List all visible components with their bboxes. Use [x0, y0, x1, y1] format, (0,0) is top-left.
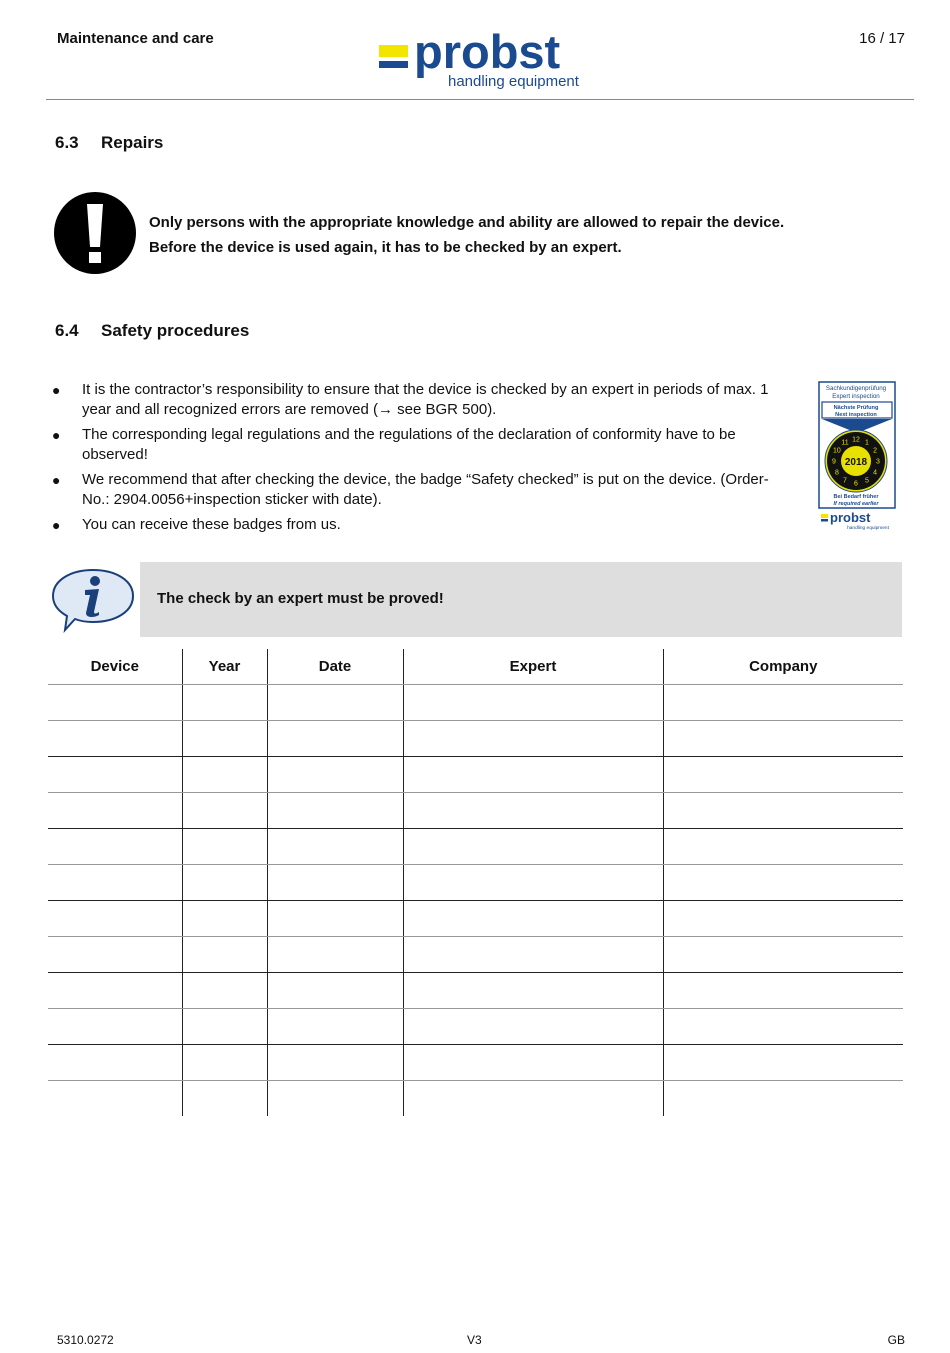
table-cell[interactable]: [663, 973, 903, 1009]
bullet-text: The corresponding legal regulations and the regulations of the declaration of conformity have to be observed!: [82, 426, 736, 463]
table-cell[interactable]: [403, 901, 663, 937]
bullet-text: We recommend that after checking the device, the badge “Safety checked” is put on the device. (Order-No.: 2904.0056+inspection sticker with date).: [82, 471, 769, 508]
document-number: 5310.0272: [57, 1333, 114, 1347]
badge-month-number: 8: [834, 469, 839, 477]
table-header-row: [48, 649, 903, 685]
table-cell[interactable]: [267, 901, 403, 937]
repairs-line: Only persons with the appropriate knowledge and ability are allowed to repair the device.: [149, 214, 785, 231]
table-cell[interactable]: [403, 1045, 663, 1081]
table-cell[interactable]: [48, 1081, 182, 1117]
table-cell[interactable]: [182, 901, 267, 937]
table-cell[interactable]: [403, 937, 663, 973]
table-row: [48, 685, 903, 721]
version: V3: [467, 1333, 482, 1347]
table-cell[interactable]: [267, 973, 403, 1009]
table-row: [48, 721, 903, 757]
badge-month-number: 9: [832, 458, 836, 466]
table-cell[interactable]: [182, 685, 267, 721]
badge-text: Sachkundigenprüfung: [825, 385, 887, 392]
table-cell[interactable]: [663, 1045, 903, 1081]
badge-text: If required earlier: [833, 501, 879, 507]
table-cell[interactable]: [267, 757, 403, 793]
table-row: [48, 973, 903, 1009]
logo-subtitle: handling equipment: [448, 73, 579, 90]
table-cell[interactable]: [663, 685, 903, 721]
table-cell[interactable]: [267, 829, 403, 865]
table-cell[interactable]: [182, 865, 267, 901]
table-row: [48, 1081, 903, 1117]
badge-month-number: 4: [873, 469, 878, 477]
table-cell[interactable]: [403, 1009, 663, 1045]
table-cell[interactable]: [182, 829, 267, 865]
column-header-date: Date: [267, 649, 403, 685]
table-cell[interactable]: [48, 865, 182, 901]
column-header-year: Year: [182, 649, 267, 685]
table-cell[interactable]: [663, 865, 903, 901]
table-cell[interactable]: [182, 1009, 267, 1045]
table-cell[interactable]: [48, 793, 182, 829]
header-divider: [46, 99, 914, 100]
section-number: 6.3: [55, 133, 79, 152]
table-cell[interactable]: [267, 1045, 403, 1081]
table-cell[interactable]: [403, 973, 663, 1009]
warning-exclamation-icon: [54, 192, 136, 274]
table-row: [48, 1009, 903, 1045]
badge-text: Next inspection: [835, 412, 877, 418]
column-header-company: Company: [663, 649, 903, 685]
badge-text: Bei Bedarf früher: [833, 494, 879, 500]
table-cell[interactable]: [663, 1081, 903, 1117]
language-code: GB: [887, 1333, 905, 1347]
table-cell[interactable]: [182, 721, 267, 757]
badge-brand-sub: handling equipment: [847, 526, 889, 531]
logo-wordmark: probst: [414, 25, 561, 78]
list-item: [52, 380, 792, 420]
table-cell[interactable]: [48, 1045, 182, 1081]
info-text: The check by an expert must be proved!: [157, 590, 444, 607]
table-cell[interactable]: [663, 901, 903, 937]
table-cell[interactable]: [182, 1081, 267, 1117]
badge-month-number: 5: [865, 477, 869, 485]
bullet-icon: ●: [52, 382, 61, 398]
badge-month-number: 10: [833, 447, 841, 455]
table-cell[interactable]: [403, 793, 663, 829]
section-title: Safety procedures: [101, 321, 250, 340]
table-row: [48, 1045, 903, 1081]
table-cell[interactable]: [267, 721, 403, 757]
table-cell[interactable]: [403, 1081, 663, 1117]
badge-month-number: 6: [854, 480, 858, 488]
table-cell[interactable]: [267, 937, 403, 973]
table-row: [48, 865, 903, 901]
list-item: [52, 515, 792, 535]
table-cell[interactable]: [663, 829, 903, 865]
bullet-icon: ●: [52, 517, 61, 533]
table-cell[interactable]: [267, 1081, 403, 1117]
table-cell[interactable]: [663, 757, 903, 793]
table-cell[interactable]: [663, 937, 903, 973]
bullet-text: It is the contractor’s responsibility to ensure that the device is checked by an expert in periods of max. 1 year and all recognized errors are removed (→ see BGR 500).: [82, 381, 769, 418]
table-cell[interactable]: [48, 685, 182, 721]
section-number: 6.4: [55, 321, 79, 340]
table-row: [48, 793, 903, 829]
table-cell[interactable]: [48, 1009, 182, 1045]
table-cell[interactable]: [48, 757, 182, 793]
section-title: Repairs: [101, 133, 164, 152]
badge-brand: probst: [830, 510, 871, 525]
table-cell[interactable]: [182, 793, 267, 829]
table-row: [48, 757, 903, 793]
table-cell[interactable]: [663, 721, 903, 757]
repairs-line: Before the device is used again, it has to be checked by an expert.: [149, 239, 622, 256]
list-item: [52, 470, 792, 510]
badge-text: Nächste Prüfung: [833, 405, 879, 411]
inspection-log-table: [48, 649, 903, 1116]
safety-bullet-list: [52, 380, 792, 540]
table-cell[interactable]: [48, 973, 182, 1009]
badge-month-number: 1: [865, 439, 869, 447]
badge-text: Expert inspection: [832, 393, 880, 400]
table-cell[interactable]: [663, 1009, 903, 1045]
list-item: [52, 425, 792, 465]
badge-month-number: 11: [841, 439, 849, 447]
table-cell[interactable]: [403, 865, 663, 901]
table-row: [48, 901, 903, 937]
badge-month-number: 2: [873, 447, 878, 455]
column-header-device: Device: [48, 649, 182, 685]
table-cell[interactable]: [48, 721, 182, 757]
table-cell[interactable]: [267, 685, 403, 721]
bullet-icon: ●: [52, 427, 61, 443]
table-cell[interactable]: [663, 793, 903, 829]
badge-month-number: 12: [852, 436, 860, 444]
info-speech-bubble-icon: [51, 567, 135, 633]
table-cell[interactable]: [403, 757, 663, 793]
table-row: [48, 937, 903, 973]
bullet-text: You can receive these badges from us.: [82, 516, 341, 533]
table-cell[interactable]: [267, 793, 403, 829]
table-cell[interactable]: [267, 1009, 403, 1045]
repairs-warning-text: [149, 210, 784, 260]
column-header-expert: Expert: [403, 649, 663, 685]
table-cell[interactable]: [403, 829, 663, 865]
table-row: [48, 829, 903, 865]
table-cell[interactable]: [48, 937, 182, 973]
table-cell[interactable]: [182, 937, 267, 973]
badge-month-number: 7: [843, 477, 847, 485]
table-cell[interactable]: [48, 829, 182, 865]
table-cell[interactable]: [48, 901, 182, 937]
badge-month-number: 3: [876, 458, 880, 466]
table-cell[interactable]: [403, 685, 663, 721]
table-cell[interactable]: [182, 1045, 267, 1081]
page-number: 16 / 17: [859, 30, 905, 47]
table-cell[interactable]: [182, 973, 267, 1009]
table-cell[interactable]: [403, 721, 663, 757]
table-cell[interactable]: [182, 757, 267, 793]
badge-year: 2018: [844, 457, 868, 468]
header-section-title: Maintenance and care: [57, 30, 214, 47]
bullet-icon: ●: [52, 472, 61, 488]
table-cell[interactable]: [267, 865, 403, 901]
inspection-badge-image: [818, 381, 896, 531]
